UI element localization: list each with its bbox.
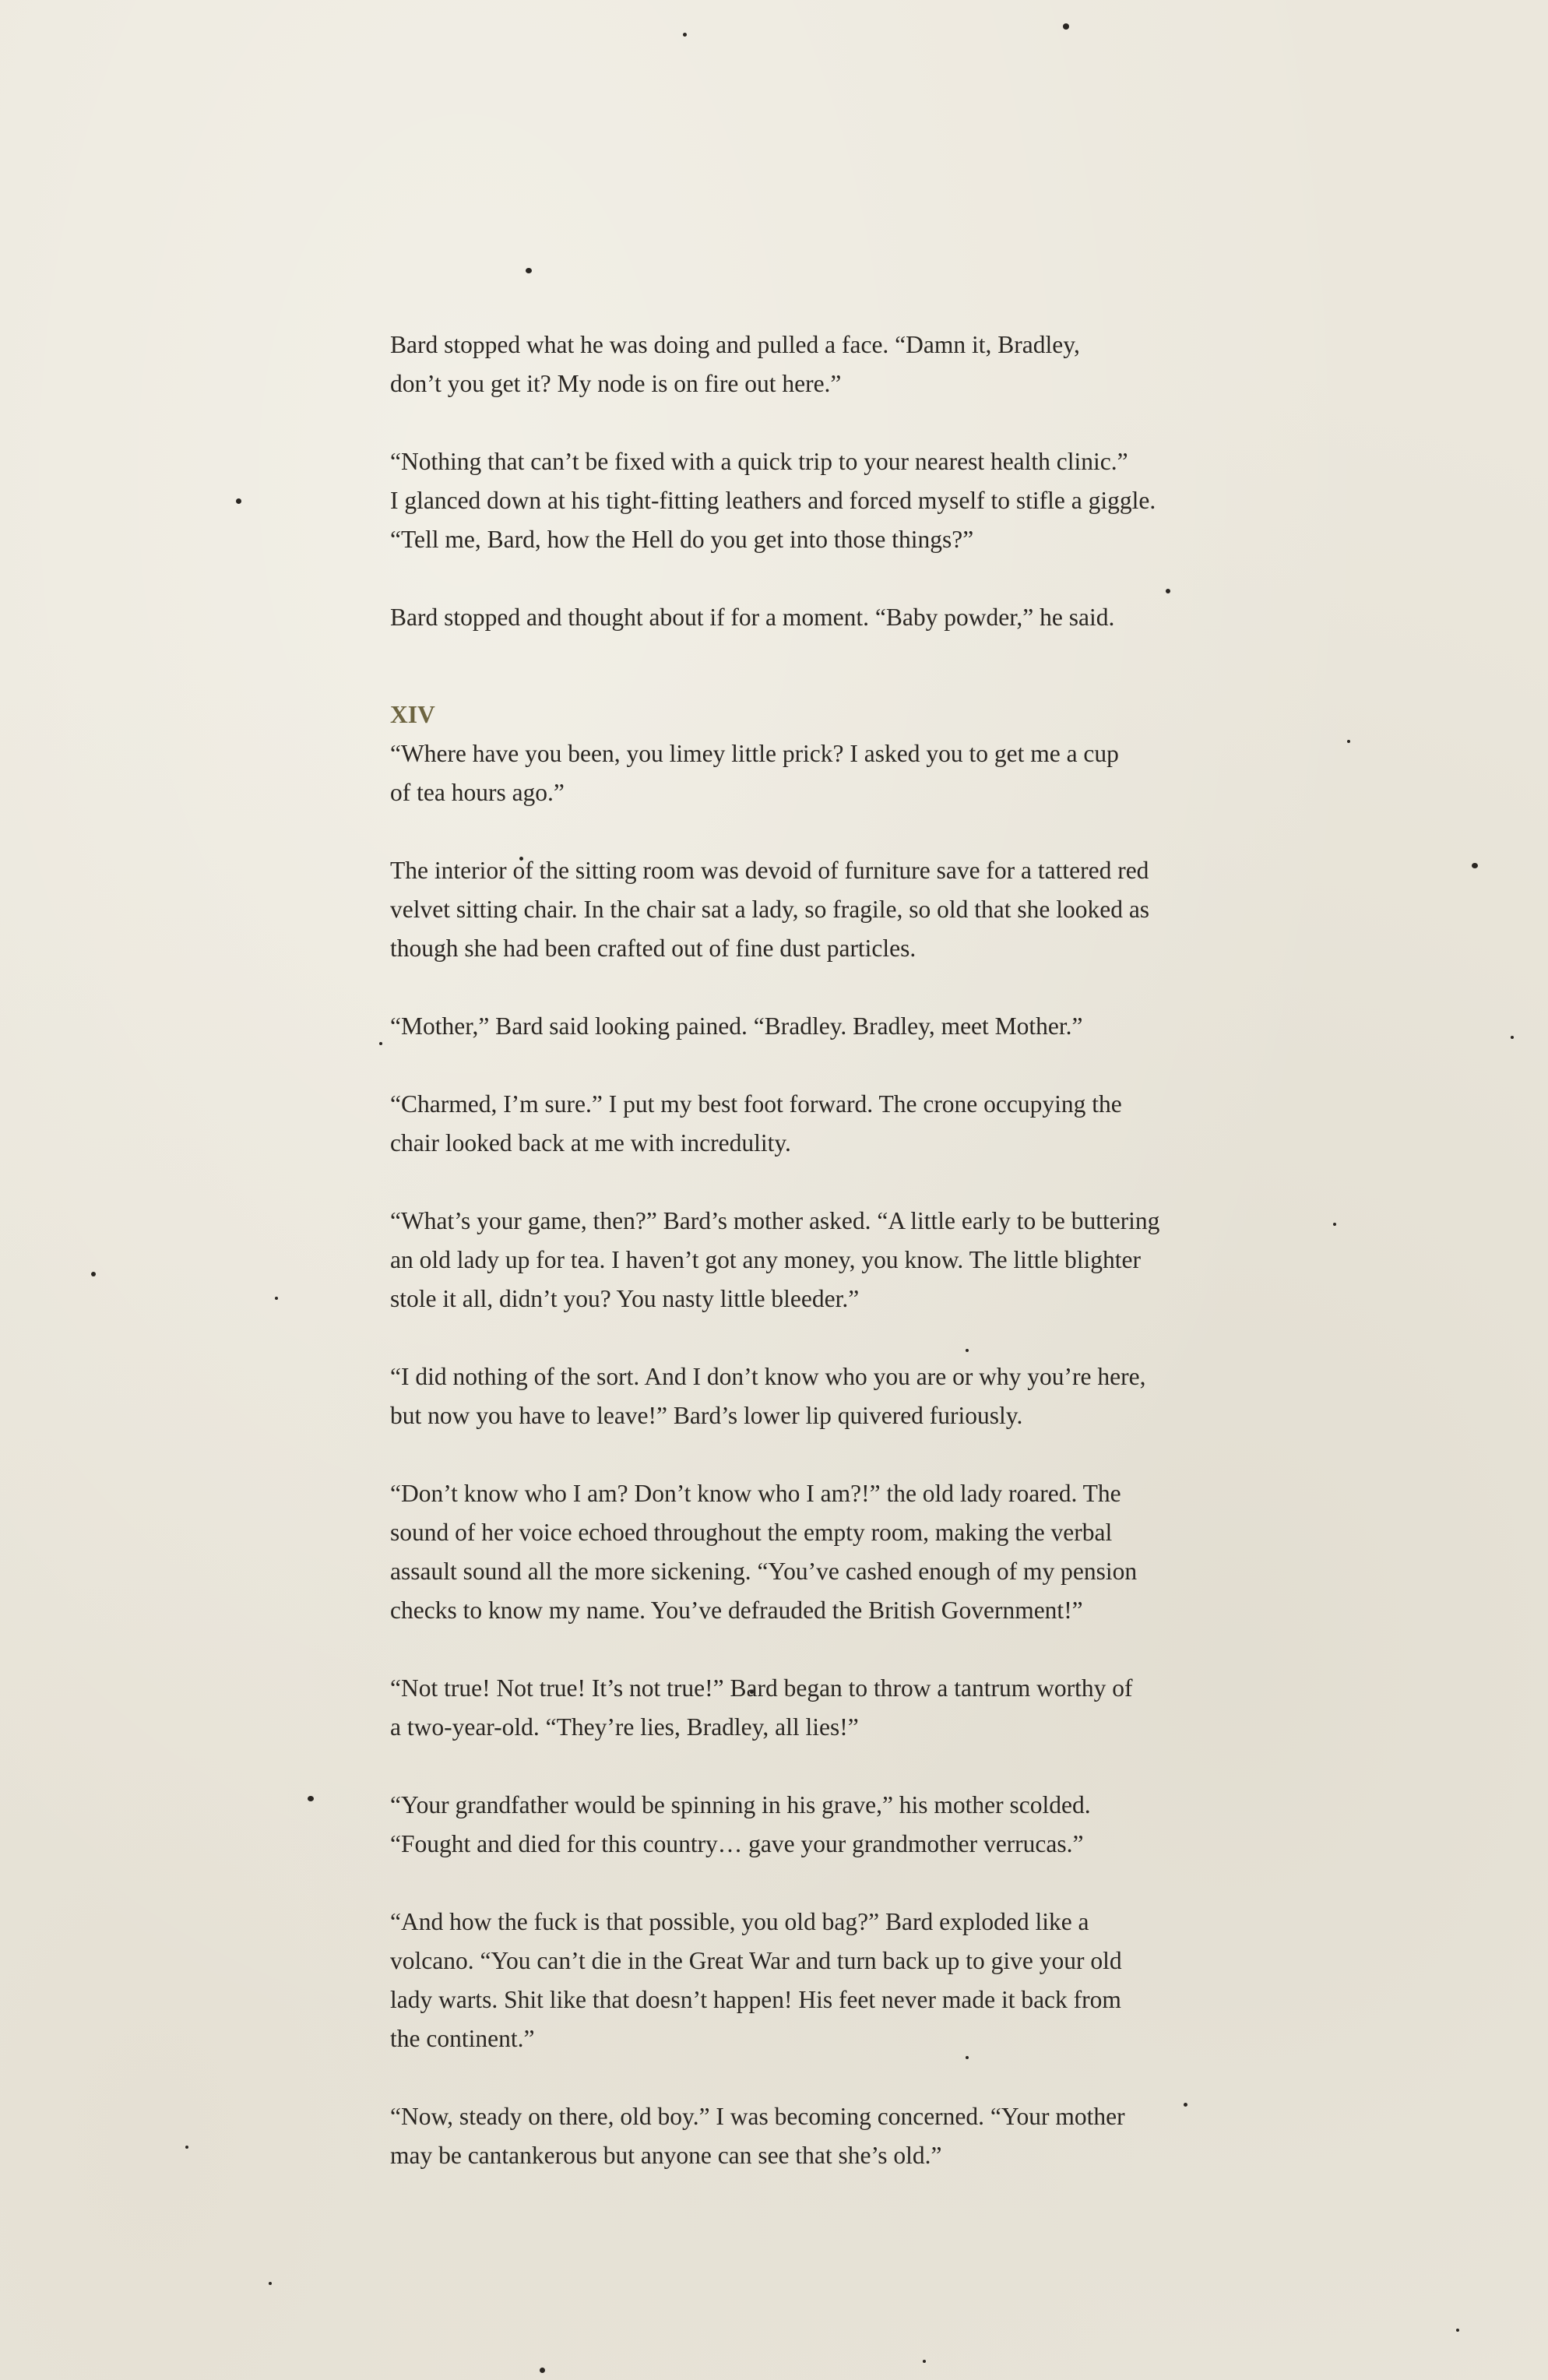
- paper-speck: [683, 33, 687, 37]
- paragraph: “And how the fuck is that possible, you old bag?” Bard exploded like a volcano. “You can’t die in the Great War and turn back up to give your old lady warts. Shit like that doesn’t happen! His feet never made it back from the continent.”: [390, 1908, 1122, 2052]
- paper-speck: [1347, 740, 1350, 743]
- paragraph: “I did nothing of the sort. And I don’t know who you are or why you’re here, but now you have to leave!” Bard’s lower lip quivered furiously.: [390, 1363, 1146, 1429]
- text-column: [390, 326, 1223, 2175]
- paper-speck: [526, 268, 532, 273]
- paper-speck: [91, 1272, 96, 1276]
- paragraph: “Don’t know who I am? Don’t know who I am?!” the old lady roared. The sound of her voice echoed throughout the empty room, making the verbal assault sound all the more sickening. “You’ve cashed enough of my pension checks to know my name. You’ve defrauded the British Government!”: [390, 1480, 1138, 1624]
- paragraph: “Your grandfather would be spinning in his grave,” his mother scolded. “Fought and died for this country… gave your grandmother verrucas.”: [390, 1791, 1091, 1857]
- paragraph: “What’s your game, then?” Bard’s mother asked. “A little early to be buttering an old lady up for tea. I haven’t got any money, you know. The little blighter stole it all, didn’t you? You nasty little bleeder.”: [390, 1207, 1160, 1312]
- paragraph: “Now, steady on there, old boy.” I was becoming concerned. “Your mother may be cantankerous but anyone can see that she’s old.”: [390, 2103, 1125, 2169]
- paper-speck: [185, 2146, 188, 2149]
- paper-speck: [1456, 2329, 1459, 2332]
- paper-speck: [1333, 1223, 1336, 1226]
- chapter-heading: XIV: [390, 701, 435, 728]
- paragraph: “Nothing that can’t be fixed with a quick trip to your nearest health clinic.” I glanced down at his tight-fitting leathers and forced myself to stifle a giggle. “Tell me, Bard, how the Hell do you get into those things?”: [390, 448, 1156, 553]
- paper-speck: [269, 2282, 272, 2285]
- paragraph: “Not true! Not true! It’s not true!” Bard began to throw a tantrum worthy of a two-year-old. “They’re lies, Bradley, all lies!”: [390, 1674, 1133, 1741]
- paragraph: Bard stopped what he was doing and pulled a face. “Damn it, Bradley, don’t you get it? My node is on fire out here.”: [390, 331, 1080, 397]
- chapter-before-section: [390, 326, 1223, 637]
- paper-speck: [1063, 23, 1069, 30]
- paper-speck: [236, 498, 241, 504]
- paper-speck: [923, 2360, 926, 2363]
- chapter-xiv-section: [390, 695, 1223, 2175]
- paragraph: Bard stopped and thought about if for a moment. “Baby powder,” he said.: [390, 604, 1115, 631]
- paragraph: The interior of the sitting room was devoid of furniture save for a tattered red velvet sitting chair. In the chair sat a lady, so fragile, so old that she looked as though she had been crafted out of fine dust particles.: [390, 857, 1150, 962]
- paper-speck: [540, 2368, 545, 2373]
- paper-speck: [1472, 863, 1478, 868]
- paragraph: “Mother,” Bard said looking pained. “Bradley. Bradley, meet Mother.”: [390, 1012, 1083, 1040]
- paper-speck: [308, 1796, 314, 1801]
- paper-speck: [1511, 1036, 1514, 1039]
- paragraph: “Charmed, I’m sure.” I put my best foot forward. The crone occupying the chair looked back at me with incredulity.: [390, 1090, 1122, 1157]
- paper-speck: [275, 1297, 278, 1300]
- paper-speck: [379, 1042, 382, 1045]
- paragraph: “Where have you been, you limey little prick? I asked you to get me a cup of tea hours ago.”: [390, 740, 1119, 806]
